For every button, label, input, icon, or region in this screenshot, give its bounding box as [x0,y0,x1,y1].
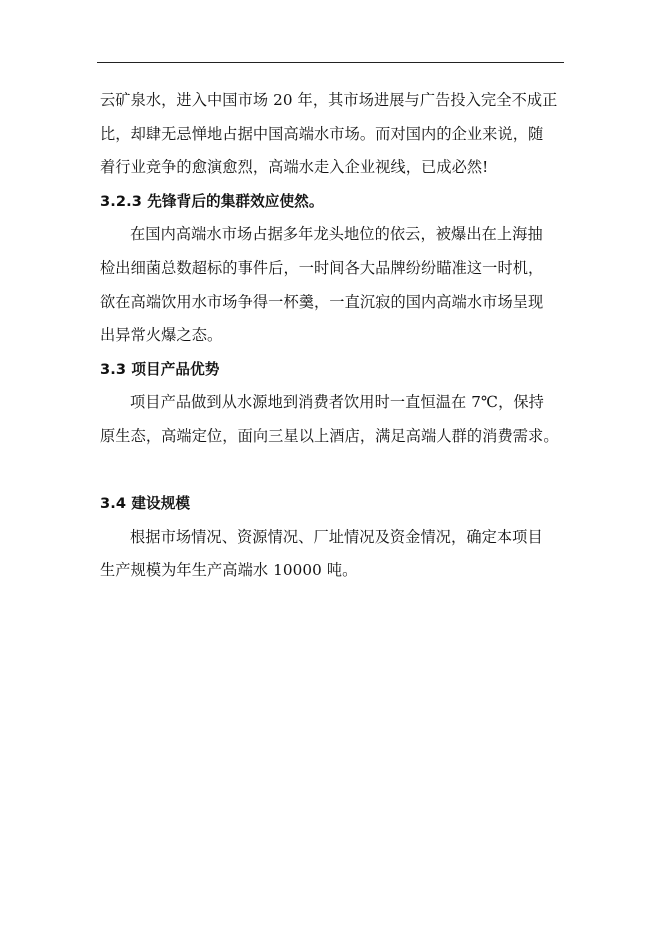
section-3-4 [100,487,564,588]
section-heading: 3.2.3 先锋背后的集群效应使然。 [100,192,324,210]
paragraph-line: 根据市场情况、资源情况、厂址情况及资金情况，确定本项目 [130,527,543,546]
paragraph-line: 生产规模为年生产高端水 10000 吨。 [100,561,358,580]
blank-line [100,454,564,488]
section-heading: 3.4 建设规模 [100,495,191,513]
paragraph-line: 着行业竞争的愈演愈烈，高端水走入企业视线，已成必然! [100,158,489,177]
paragraph-line: 比，却肆无忌惮地占据中国高端水市场。而对国内的企业来说，随 [100,124,544,143]
continued-paragraph [100,84,564,185]
paragraph-line: 欲在高端饮用水市场争得一杯羹，一直沉寂的国内高端水市场呈现 [100,292,544,311]
paragraph-line: 在国内高端水市场占据多年龙头地位的依云，被爆出在上海抽 [130,225,543,244]
document-body [100,84,564,588]
paragraph-line: 项目产品做到从水源地到消费者饮用时一直恒温在 7℃，保持 [130,393,544,412]
paragraph-line: 检出细菌总数超标的事件后，一时间各大品牌纷纷瞄准这一时机， [100,258,544,277]
section-heading: 3.3 项目产品优势 [100,360,220,378]
paragraph-line: 出异常火爆之态。 [100,326,223,345]
paragraph-line: 云矿泉水，进入中国市场 20 年，其市场进展与广告投入完全不成正 [100,91,558,109]
section-3-2-3 [100,185,564,353]
paragraph-line: 原生态，高端定位，面向三星以上酒店，满足高端人群的消费需求。 [100,426,559,445]
section-3-3 [100,353,564,454]
header-rule [97,62,564,63]
